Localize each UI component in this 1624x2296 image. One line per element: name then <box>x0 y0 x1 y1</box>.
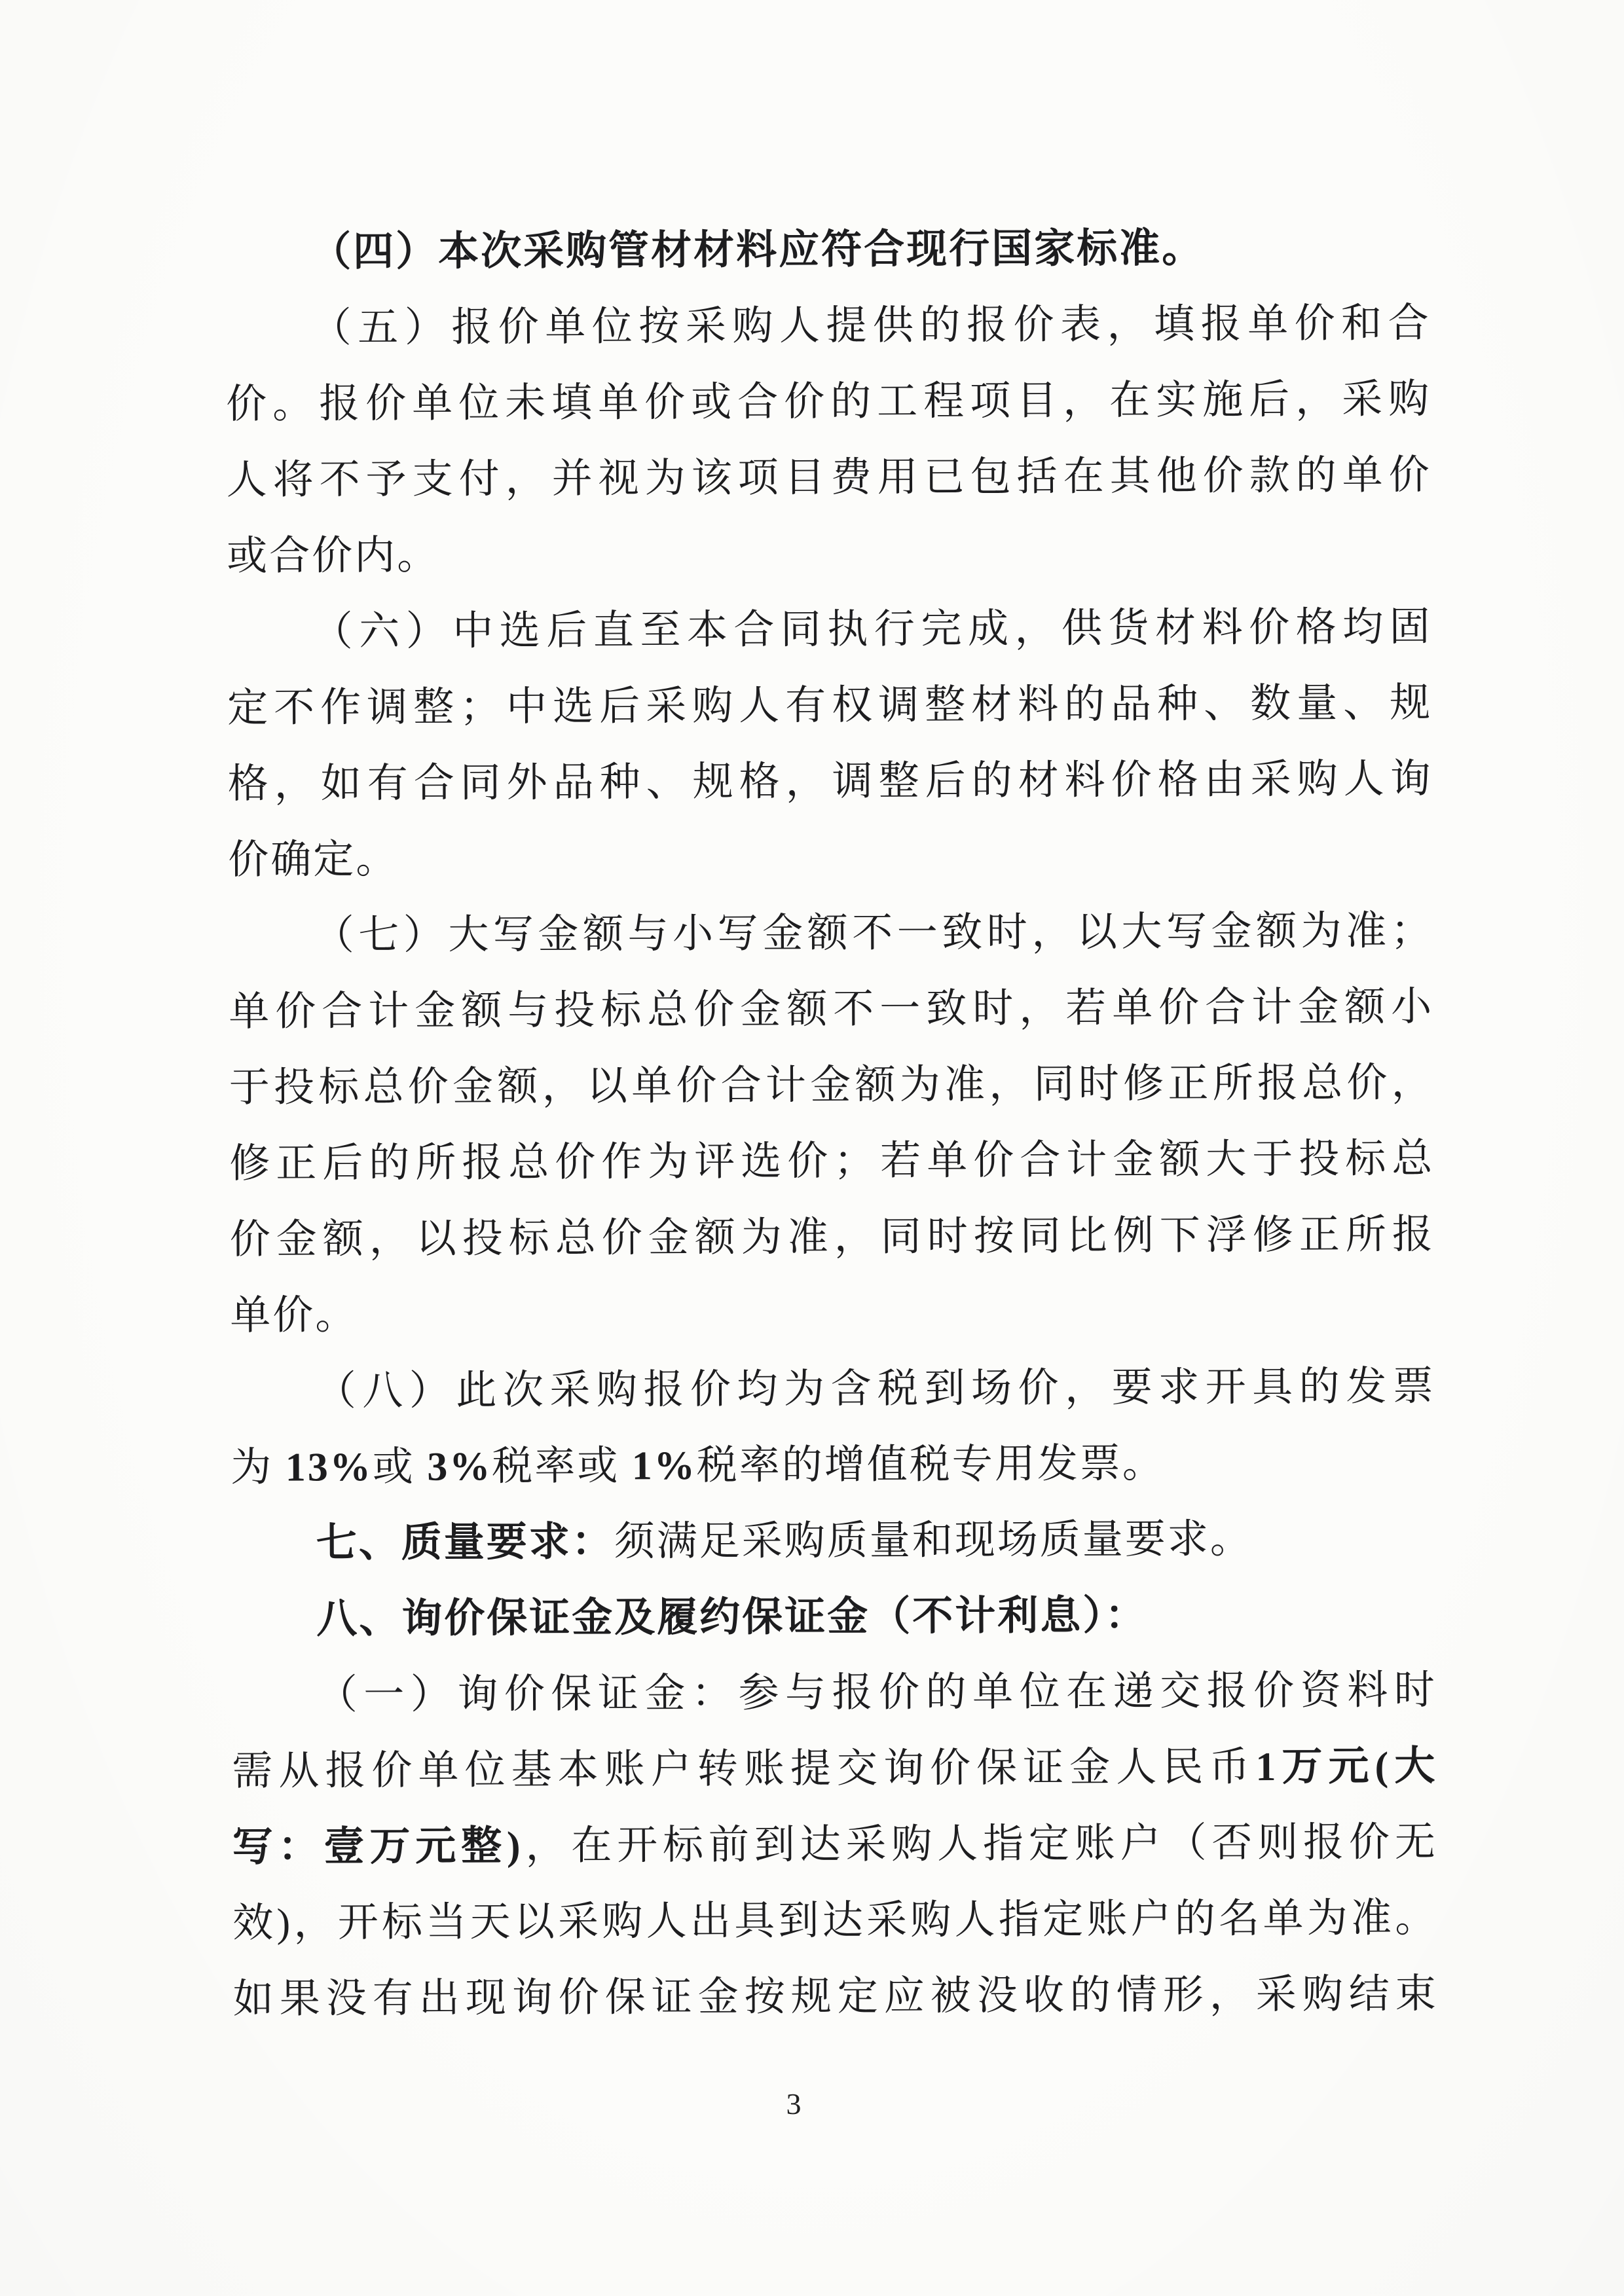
text-line <box>227 589 1431 670</box>
text-block <box>225 210 1438 2037</box>
text-segment: 人将不予支付，并视为该项目费用已包括在其他价款的单价 <box>226 452 1431 503</box>
text-segment: 或合价内。 <box>227 533 440 579</box>
text-segment: ，在开标前到达采购人指定账户（否则报价无 <box>522 1819 1437 1869</box>
text-line <box>232 1804 1437 1886</box>
text-segment: 于投标总价金额，以单价合计金额为准，同时修正所报总价， <box>229 1060 1434 1111</box>
text-line <box>233 1956 1438 2037</box>
text-line <box>225 210 1430 291</box>
text-line <box>232 1880 1437 1961</box>
text-line <box>226 361 1431 443</box>
text-segment: 单价。 <box>230 1293 358 1339</box>
text-line <box>229 969 1433 1050</box>
text-segment: （四）本次采购管材材料应符合现行国家标准。 <box>310 226 1205 275</box>
text-segment: 定不作调整；中选后采购人有权调整材料的品种、数量、规 <box>227 680 1433 731</box>
text-segment: 价确定。 <box>228 837 399 883</box>
text-segment: 修正后的所报总价作为评选价；若单价合计金额大于投标总 <box>229 1136 1435 1187</box>
text-segment: 写：壹万元整) <box>232 1824 523 1870</box>
text-line <box>232 1652 1437 1734</box>
text-segment: 单价合计金额与投标总价金额不一致时，若单价合计金额小 <box>229 984 1434 1035</box>
text-line <box>228 893 1433 974</box>
text-line <box>228 817 1433 898</box>
text-segment: 13% <box>285 1445 373 1490</box>
text-segment: 税率的增值税专用发票。 <box>696 1441 1165 1488</box>
text-segment: 为 <box>231 1445 286 1491</box>
text-line <box>231 1349 1435 1430</box>
text-segment: 如果没有出现询价保证金按规定应被没收的情形，采购结束 <box>232 1971 1438 2022</box>
text-segment: （八）此次采购报价均为含税到场价，要求开具的发票 <box>315 1364 1435 1414</box>
text-segment: 1% <box>631 1443 697 1489</box>
text-segment: 效)，开标当天以采购人出具到达采购人指定账户的名单为准。 <box>232 1895 1438 1946</box>
text-segment: 3% <box>427 1444 492 1489</box>
text-segment: 七、质量要求： <box>316 1520 614 1566</box>
text-segment: （六）中选后直至本合同执行完成，供货材料价格均固 <box>312 604 1432 655</box>
text-segment: （一）询价保证金：参与报价的单位在递交报价资料时 <box>316 1667 1437 1718</box>
text-line <box>227 665 1432 746</box>
text-segment: 税率或 <box>492 1444 632 1489</box>
text-segment: 八、询价保证金及履约保证金（不计利息）： <box>316 1593 1148 1642</box>
text-segment: 1万元(大 <box>1255 1743 1437 1790</box>
text-line <box>227 513 1431 594</box>
text-line <box>226 437 1431 519</box>
text-line <box>231 1501 1436 1582</box>
text-segment: 或 <box>372 1444 428 1490</box>
text-line <box>227 741 1432 822</box>
text-line <box>229 1045 1434 1126</box>
text-segment: 价。报价单位未填单价或合价的工程项目，在实施后，采购 <box>226 376 1431 428</box>
text-line <box>231 1425 1435 1506</box>
text-line <box>230 1273 1435 1354</box>
text-line <box>229 1121 1434 1202</box>
text-segment: 需从报价单位基本账户转账提交询价保证金人民币 <box>232 1745 1256 1795</box>
text-line <box>231 1576 1436 1658</box>
text-segment: （七）大写金额与小写金额不一致时，以大写金额为准； <box>313 908 1433 958</box>
text-segment: 格，如有合同外品种、规格，调整后的材料价格由采购人询 <box>227 756 1433 807</box>
text-segment: 须满足采购质量和现场质量要求。 <box>614 1517 1253 1565</box>
page-number: 3 <box>786 2087 802 2121</box>
text-line <box>225 285 1430 367</box>
text-segment: （五）报价单位按采购人提供的报价表，填报单价和合 <box>310 301 1431 351</box>
text-line <box>232 1728 1437 1810</box>
text-line <box>230 1197 1435 1278</box>
text-segment: 价金额，以投标总价金额为准，同时按同比例下浮修正所报 <box>229 1212 1435 1263</box>
